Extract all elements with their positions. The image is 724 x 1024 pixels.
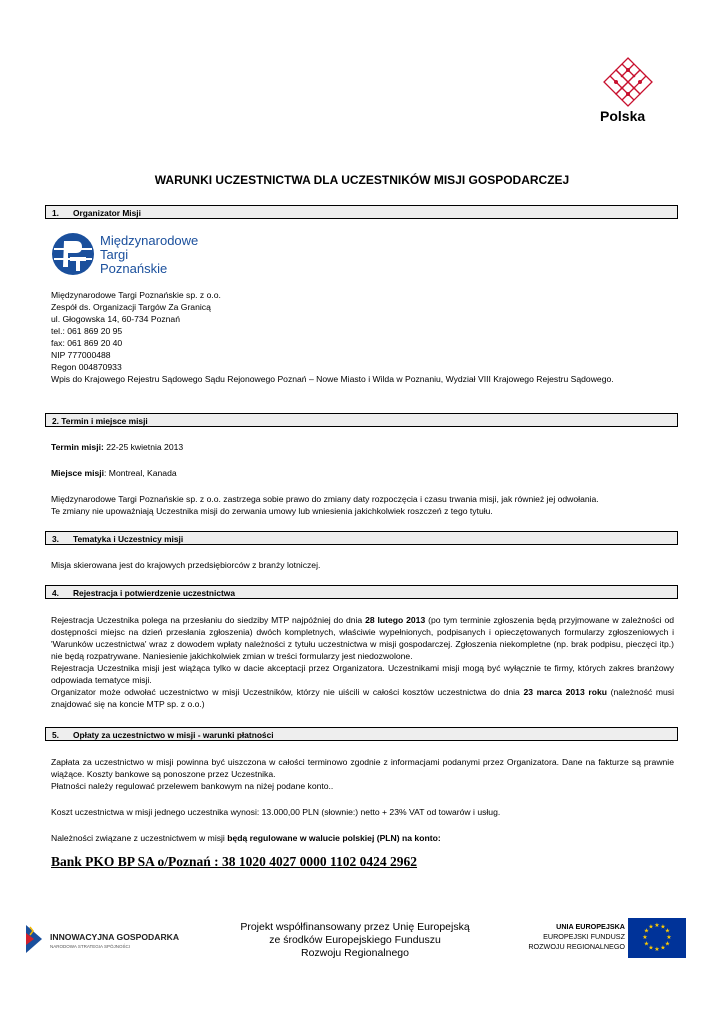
payment-currency-line [51,832,441,844]
section-label: Rejestracja i potwierdzenie uczestnictwa [73,588,235,598]
term-note-line1: Międzynarodowe Targi Poznańskie sp. z o.o. zastrzega sobie prawo do zmiany daty rozpoczęcia i czasu trwania misji, jak również jej odwołania. [51,494,599,504]
cofinancing-line2: ze środków Europejskiego Funduszu [269,934,441,946]
svg-text:★: ★ [643,940,650,948]
section-header-term [45,413,678,427]
organizer-regon: Regon 004870933 [51,362,122,372]
svg-text:★: ★ [660,923,666,931]
eu-line1: UNIA EUROPEJSKA [556,922,625,931]
registration-text-part: (należność musi znajdować się na koncie MTP sp. z o.o.) [51,687,674,709]
organizer-name: Międzynarodowe Targi Poznańskie sp. z o.o. [51,290,221,300]
section-header-topic [45,531,678,545]
registration-text-part: (po tym terminie zgłoszenia będą przyjmowane w zależności od dostępności miejsc na dzień przesłania zgłoszenia) dwóch kompletnych, właściwie wypełnionych, podpisanych i opieczętowanych formularzy zgłoszeniowych i 'Warunków uczestnictwa' wraz z dowodem wpłaty należności z tytułu uczestnictwa w misji gospodarczej. Zgłoszenia niekompletne (np. brak podpisu, pieczęci itp.) nie będą rozpatrywane. Naniesienie jakichkolwiek zmian w treści formularzy jest niedozwolone. [51,615,674,661]
organizer-nip: NIP 777000488 [51,350,111,360]
term-value: 22-25 kwietnia 2013 [103,442,184,452]
svg-text:★: ★ [654,946,660,953]
registration-paragraph-2: Rejestracja Uczestnika misji jest wiążąca tylko w dacie akceptacji przez Organizatora. Uczestnikami misji mogą być wyłącznie te firmy, których zakres branżowy odpowiada tematyce misji. [51,663,674,685]
registration-text-part: Organizator może odwołać uczestnictwo w misji Uczestników, którzy nie uiścili w całości kosztów uczestnictwa do dnia [51,687,524,697]
payment-deadline: 23 marca 2013 roku [523,687,607,697]
payment-paragraph-1: Zapłata za uczestnictwo w misji powinna być uiszczona w całości terminowo zgodnie z informacjami podanymi przez Organizatora. Dane na fakturze są prawnie wiążące. Koszty bankowe są ponoszone przez Uczestnika. [51,757,674,779]
eu-logo-text [510,922,625,952]
ig-title: INNOWACYJNA GOSPODARKA [50,932,180,942]
place-label: Miejsce misji [51,468,105,478]
term-line [51,441,183,453]
ig-arrow-icon [24,923,46,955]
payment-paragraph-2: Płatności należy regulować przelewem bankowym na niżej podane konto.. [51,781,334,791]
payment-currency-text: Należności związane z uczestnictwem w misji [51,833,228,843]
registration-text-part: Rejestracja Uczestnika polega na przesłaniu do siedziby MTP najpóźniej do dnia [51,615,366,625]
bank-account: Bank PKO BP SA o/Poznań : 38 1020 4027 0000 1102 0424 2962 [51,854,418,869]
mtp-logo-line3: Poznańskie [100,261,168,276]
polska-logo [596,56,660,126]
organizer-krs: Wpis do Krajowego Rejestru Sądowego Sądu Rejonowego Poznań – Nowe Miasto i Wilda w Poznaniu, Wydział VIII Krajowego Rejestru Sądowego. [51,374,614,384]
payment-text [51,756,674,792]
svg-text:★: ★ [643,927,650,935]
polska-logo-text: Polska [600,108,646,124]
organizer-phone: tel.: 061 869 20 95 [51,326,123,336]
cofinancing-line1: Projekt współfinansowany przez Unię Europejską [240,921,470,933]
svg-text:★: ★ [642,934,648,941]
eu-line2: EUROPEJSKI FUNDUSZ [543,932,625,941]
organizer-fax: fax: 061 869 20 40 [51,338,123,348]
section-number: 3. [52,534,59,544]
section-label: Organizator Misji [73,208,141,218]
place-value: : Montreal, Kanada [104,468,177,478]
polska-flower-icon [596,56,660,110]
organizer-team: Zespół ds. Organizacji Targów Za Granicą [51,302,211,312]
term-note [51,493,681,517]
registration-deadline: 28 lutego 2013 [365,615,426,625]
organizer-details [51,289,681,385]
section-label: Opłaty za uczestnictwo w misji - warunki płatności [73,730,274,740]
section-number: 4. [52,588,59,598]
organizer-address: ul. Głogowska 14, 60-734 Poznań [51,314,180,324]
svg-text:★: ★ [666,934,672,941]
registration-text [51,614,674,710]
svg-text:★: ★ [664,940,671,948]
section-header-registration [45,585,678,599]
mtp-logo-line2: Targi [100,247,129,262]
payment-currency-bold: będą regulowane w walucie polskiej (PLN) na konto: [227,833,441,843]
registration-paragraph-1 [51,614,674,662]
payment-cost: Koszt uczestnictwa w misji jednego uczestnika wynosi: 13.000,00 PLN (słownie:) netto + 23% VAT od towarów i usług. [51,807,501,817]
cofinancing-note [220,921,490,960]
innovative-economy-logo [24,921,194,961]
mtp-globe-icon [50,231,96,277]
cofinancing-line3: Rozwoju Regionalnego [301,947,409,959]
section-label: 2. Termin i miejsce misji [52,416,148,426]
section-label: Tematyka i Uczestnicy misji [73,534,184,544]
registration-paragraph-3 [51,686,674,710]
svg-text:★: ★ [648,923,654,931]
mtp-logo [50,231,210,279]
section-number: 1. [52,208,59,218]
mtp-logo-line1: Międzynarodowe [100,233,199,248]
ig-subtitle: NARODOWA STRATEGIA SPÓJNOŚCI [50,944,131,949]
section-header-organizer [45,205,678,219]
section-header-payment [45,727,678,741]
svg-text:★: ★ [654,922,660,929]
svg-text:★: ★ [664,927,671,935]
svg-text:★: ★ [660,944,666,952]
term-note-line2: Te zmiany nie upoważniają Uczestnika misji do zerwania umowy lub wniesienia jakichkolwiek roszczeń z tego tytułu. [51,506,493,516]
topic-text: Misja skierowana jest do krajowych przedsiębiorców z branży lotniczej. [51,560,321,570]
svg-text:★: ★ [648,944,654,952]
place-line [51,467,177,479]
section-number: 5. [52,730,59,740]
eu-line3: ROZWOJU REGIONALNEGO [528,942,625,951]
term-label: Termin misji: [51,442,104,452]
page-title: WARUNKI UCZESTNICTWA DLA UCZESTNIKÓW MISJI GOSPODARCZEJ [154,173,570,187]
eu-flag-icon [628,918,686,958]
